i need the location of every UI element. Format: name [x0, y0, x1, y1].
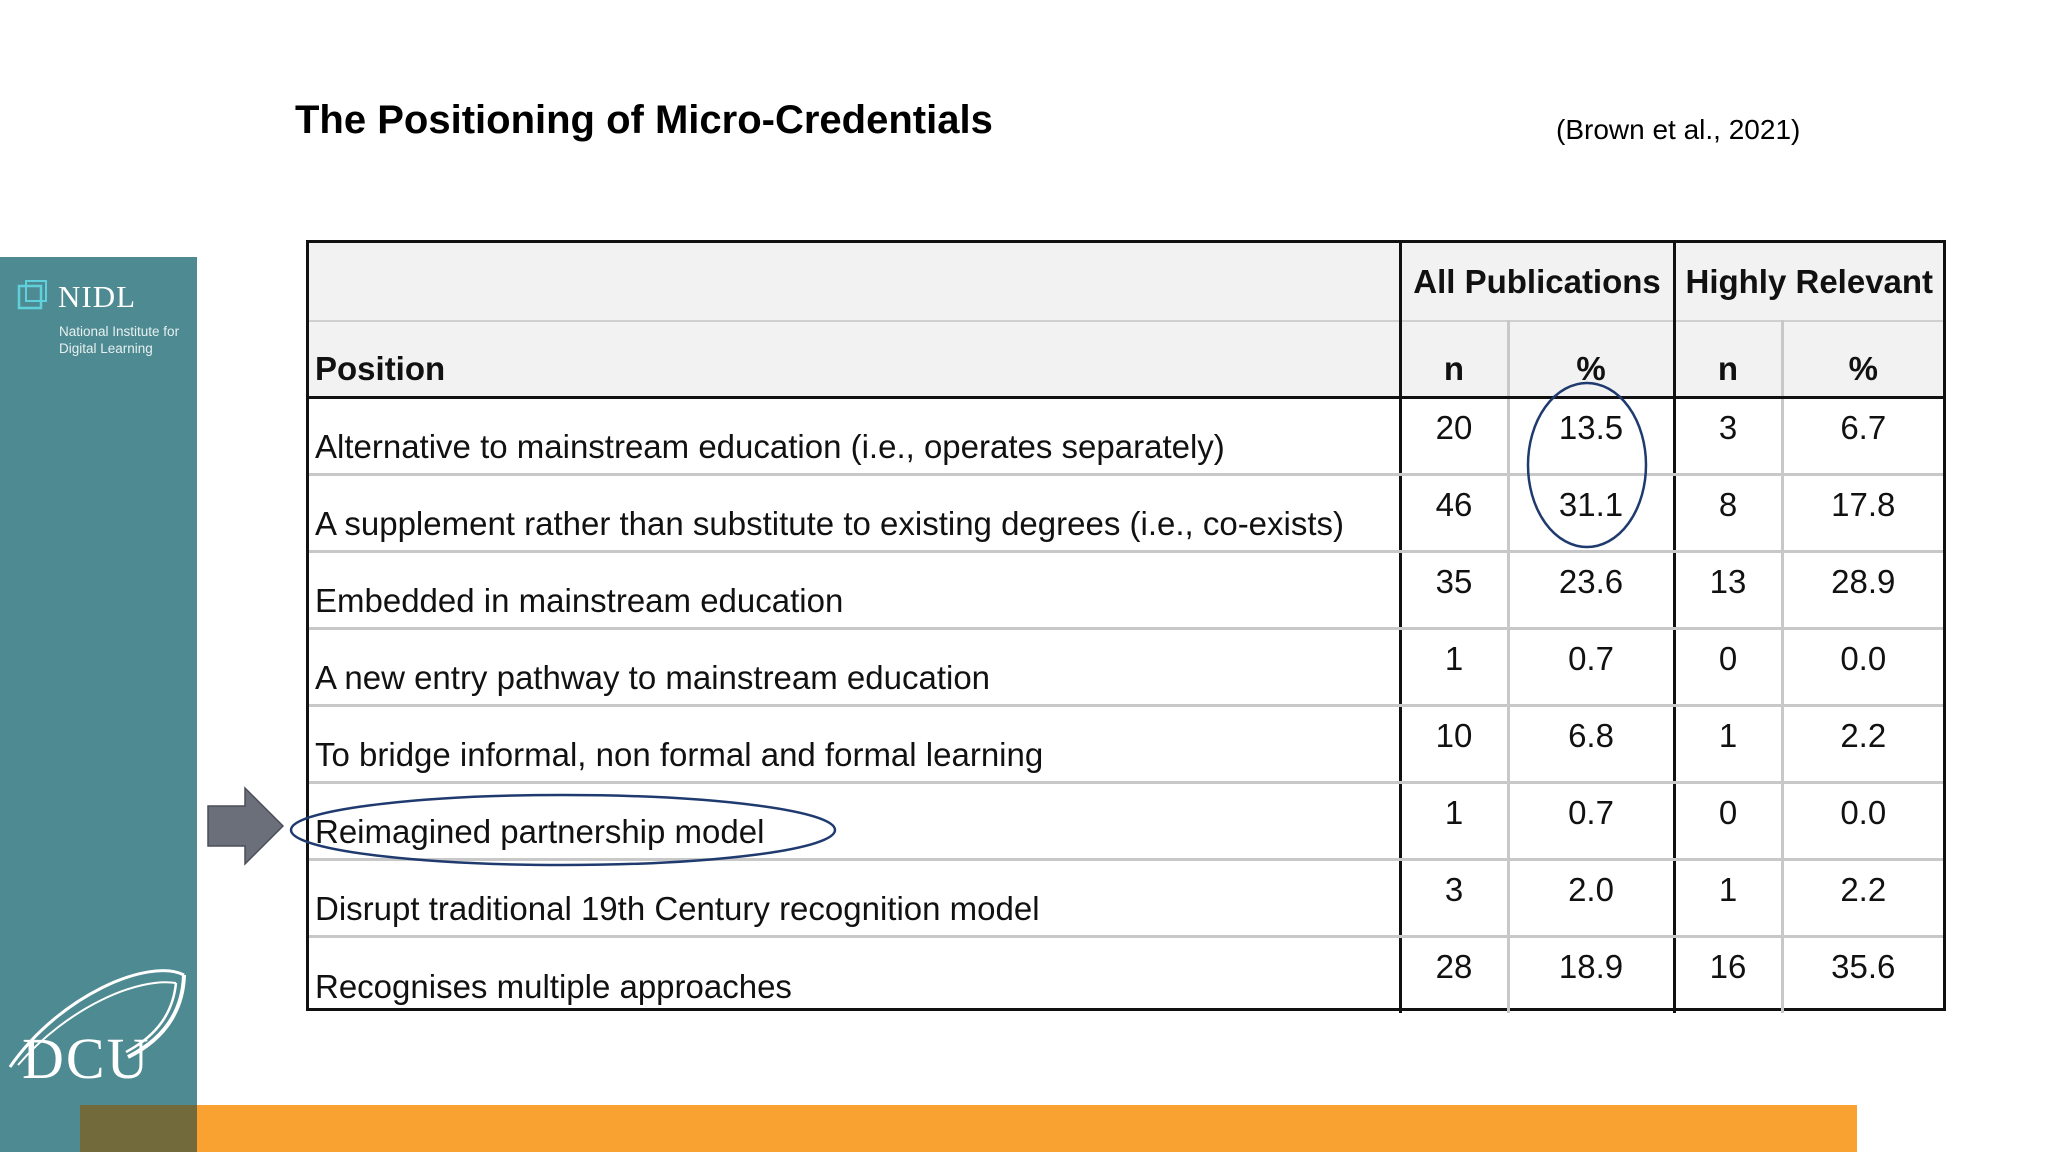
position-cell: A new entry pathway to mainstream education [309, 628, 1400, 705]
all-pct-cell: 31.1 [1508, 474, 1674, 551]
header-highly-relevant: Highly Relevant [1674, 243, 1943, 321]
table-row [309, 397, 1943, 474]
slide-citation: (Brown et al., 2021) [1556, 114, 1801, 145]
hr-n-cell: 13 [1674, 551, 1782, 628]
all-pct-cell: 18.9 [1508, 936, 1674, 1013]
position-cell: A supplement rather than substitute to existing degrees (i.e., co-exists) [309, 474, 1400, 551]
hr-n-cell: 1 [1674, 705, 1782, 782]
all-n-cell: 46 [1400, 474, 1508, 551]
hr-pct-cell: 6.7 [1782, 397, 1943, 474]
hr-n-cell: 1 [1674, 859, 1782, 936]
all-pct-cell: 0.7 [1508, 628, 1674, 705]
position-cell: Disrupt traditional 19th Century recognition model [309, 859, 1400, 936]
table-row [309, 551, 1943, 628]
header-all-n: n [1400, 321, 1508, 397]
arrow-right-icon [208, 788, 283, 864]
position-cell: To bridge informal, non formal and formal learning [309, 705, 1400, 782]
group-header-row [309, 243, 1943, 321]
header-hr-pct: % [1782, 321, 1943, 397]
nidl-subtitle: National Institute for Digital Learning [59, 324, 180, 356]
table-row [309, 474, 1943, 551]
data-table [309, 243, 1943, 1013]
all-n-cell: 28 [1400, 936, 1508, 1013]
slide-title: The Positioning of Micro-Credentials [295, 98, 993, 142]
position-cell: Reimagined partnership model [309, 782, 1400, 859]
all-n-cell: 1 [1400, 628, 1508, 705]
hr-pct-cell: 28.9 [1782, 551, 1943, 628]
nidl-wordmark: NIDL [58, 279, 137, 314]
all-n-cell: 1 [1400, 782, 1508, 859]
all-pct-cell: 13.5 [1508, 397, 1674, 474]
sub-header-row [309, 321, 1943, 397]
footer-bar-olive [80, 1105, 197, 1152]
hr-pct-cell: 2.2 [1782, 859, 1943, 936]
hr-pct-cell: 0.0 [1782, 782, 1943, 859]
hr-pct-cell: 0.0 [1782, 628, 1943, 705]
header-all-pct: % [1508, 321, 1674, 397]
positioning-table [306, 240, 1946, 1011]
header-all-publications: All Publications [1400, 243, 1674, 321]
dcu-wordmark: DCU [22, 1026, 151, 1091]
all-pct-cell: 6.8 [1508, 705, 1674, 782]
header-hr-n: n [1674, 321, 1782, 397]
hr-n-cell: 8 [1674, 474, 1782, 551]
hr-n-cell: 3 [1674, 397, 1782, 474]
position-cell: Embedded in mainstream education [309, 551, 1400, 628]
table-row [309, 782, 1943, 859]
table-row [309, 705, 1943, 782]
all-n-cell: 3 [1400, 859, 1508, 936]
hr-pct-cell: 35.6 [1782, 936, 1943, 1013]
nidl-mark-icon [16, 279, 50, 313]
hr-n-cell: 0 [1674, 628, 1782, 705]
header-blank-cell [309, 243, 1400, 321]
all-pct-cell: 23.6 [1508, 551, 1674, 628]
all-n-cell: 35 [1400, 551, 1508, 628]
hr-n-cell: 16 [1674, 936, 1782, 1013]
footer-bar-orange [197, 1105, 1857, 1152]
header-position: Position [309, 321, 1400, 397]
all-n-cell: 20 [1400, 397, 1508, 474]
all-pct-cell: 2.0 [1508, 859, 1674, 936]
table-row [309, 628, 1943, 705]
hr-n-cell: 0 [1674, 782, 1782, 859]
table-row [309, 936, 1943, 1013]
hr-pct-cell: 2.2 [1782, 705, 1943, 782]
hr-pct-cell: 17.8 [1782, 474, 1943, 551]
position-cell: Alternative to mainstream education (i.e., operates separately) [309, 397, 1400, 474]
table-row [309, 859, 1943, 936]
left-brand-band [0, 257, 197, 1152]
position-cell: Recognises multiple approaches [315, 968, 792, 1005]
all-pct-cell: 0.7 [1508, 782, 1674, 859]
all-n-cell: 10 [1400, 705, 1508, 782]
